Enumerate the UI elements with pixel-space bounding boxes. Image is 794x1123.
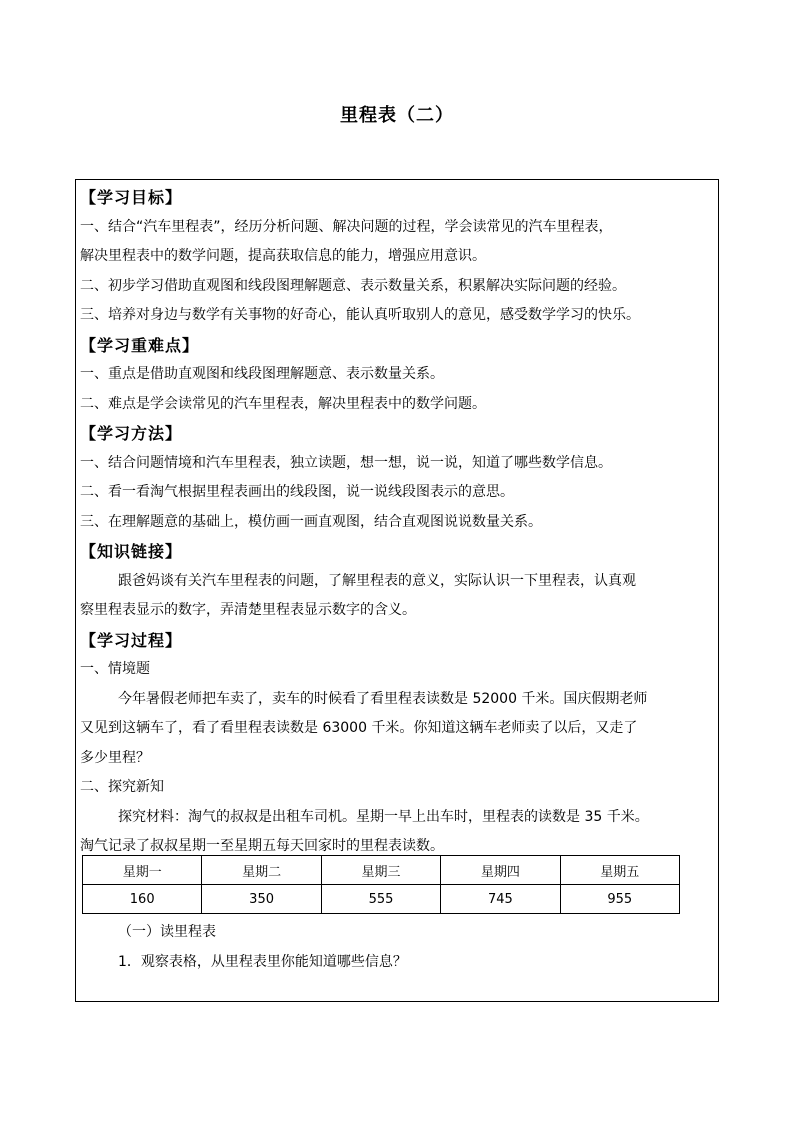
read-odometer-subheading: （一）读里程表 [118,924,216,940]
table-cell: 555 [321,885,440,914]
process-part2-line-2: 淘气记录了叔叔星期一至星期五每天回家时的里程表读数。 [80,838,444,854]
objectives-line-2: 解决里程表中的数学问题，提高获取信息的能力，增强应用意识。 [80,248,486,264]
table-header-cell: 星期二 [202,856,321,885]
table-header-row [83,856,680,885]
knowledge-line-1: 跟爸妈谈有关汽车里程表的问题，了解里程表的意义，实际认识一下里程表，认真观 [118,572,636,589]
process-part2-title: 二、探究新知 [80,779,164,795]
methods-heading: 【学习方法】 [80,424,183,443]
objectives-line-1: 一、结合“汽车里程表”，经历分析问题、解决问题的过程，学会读常见的汽车里程表， [80,218,613,235]
process-part1-title: 一、情境题 [80,661,150,677]
table-row [83,885,680,914]
process-part1-line-3: 多少里程？ [80,749,150,766]
key-points-line-1: 一、重点是借助直观图和线段图理解题意、表示数量关系。 [80,366,444,382]
process-part1-line-2: 又见到这辆车了，看了看里程表读数是 63000 千米。你知道这辆车老师卖了以后，又走了 [80,720,638,736]
knowledge-line-2: 察里程表显示的数字，弄清楚里程表显示数字的含义。 [80,602,416,618]
table-header-cell: 星期五 [560,856,679,885]
table-header-cell: 星期四 [441,856,560,885]
after-table-section [80,918,716,977]
question-1: 1．观察表格，从里程表里你能知道哪些信息？ [118,953,407,970]
table-cell: 350 [202,885,321,914]
objectives-line-4: 三、培养对身边与数学有关事物的好奇心，能认真听取别人的意见，感受数学学习的快乐。 [80,307,640,323]
table-header-cell: 星期三 [321,856,440,885]
objectives-line-3: 二、初步学习借助直观图和线段图理解题意、表示数量关系，积累解决实际问题的经验。 [80,277,626,294]
methods-line-1: 一、结合问题情境和汽车里程表，独立读题，想一想，说一说，知道了哪些数学信息。 [80,454,612,471]
methods-line-3: 三、在理解题意的基础上，模仿画一画直观图，结合直观图说说数量关系。 [80,513,542,530]
process-heading: 【学习过程】 [80,630,183,650]
table-cell: 955 [560,885,679,914]
page-title: 里程表（二） [340,105,454,126]
key-points-heading: 【学习重难点】 [80,335,200,355]
knowledge-heading: 【知识链接】 [80,542,183,561]
process-part1-line-1: 今年暑假老师把车卖了，卖车的时候看了看里程表读数是 52000 千米。国庆假期老师 [118,690,648,707]
odometer-table [82,855,680,914]
process-part2-line-1: 探究材料：淘气的叔叔是出租车司机。星期一早上出车时，里程表的读数是 35 千米。 [118,808,649,825]
table-cell: 160 [83,885,202,914]
table-cell: 745 [441,885,560,914]
objectives-heading: 【学习目标】 [80,188,183,207]
table-header-cell: 星期一 [83,856,202,885]
key-points-line-2: 二、难点是学会读常见的汽车里程表，解决里程表中的数学问题。 [80,395,486,412]
content-body [80,183,716,862]
methods-line-2: 二、看一看淘气根据里程表画出的线段图，说一说线段图表示的意思。 [80,484,514,500]
